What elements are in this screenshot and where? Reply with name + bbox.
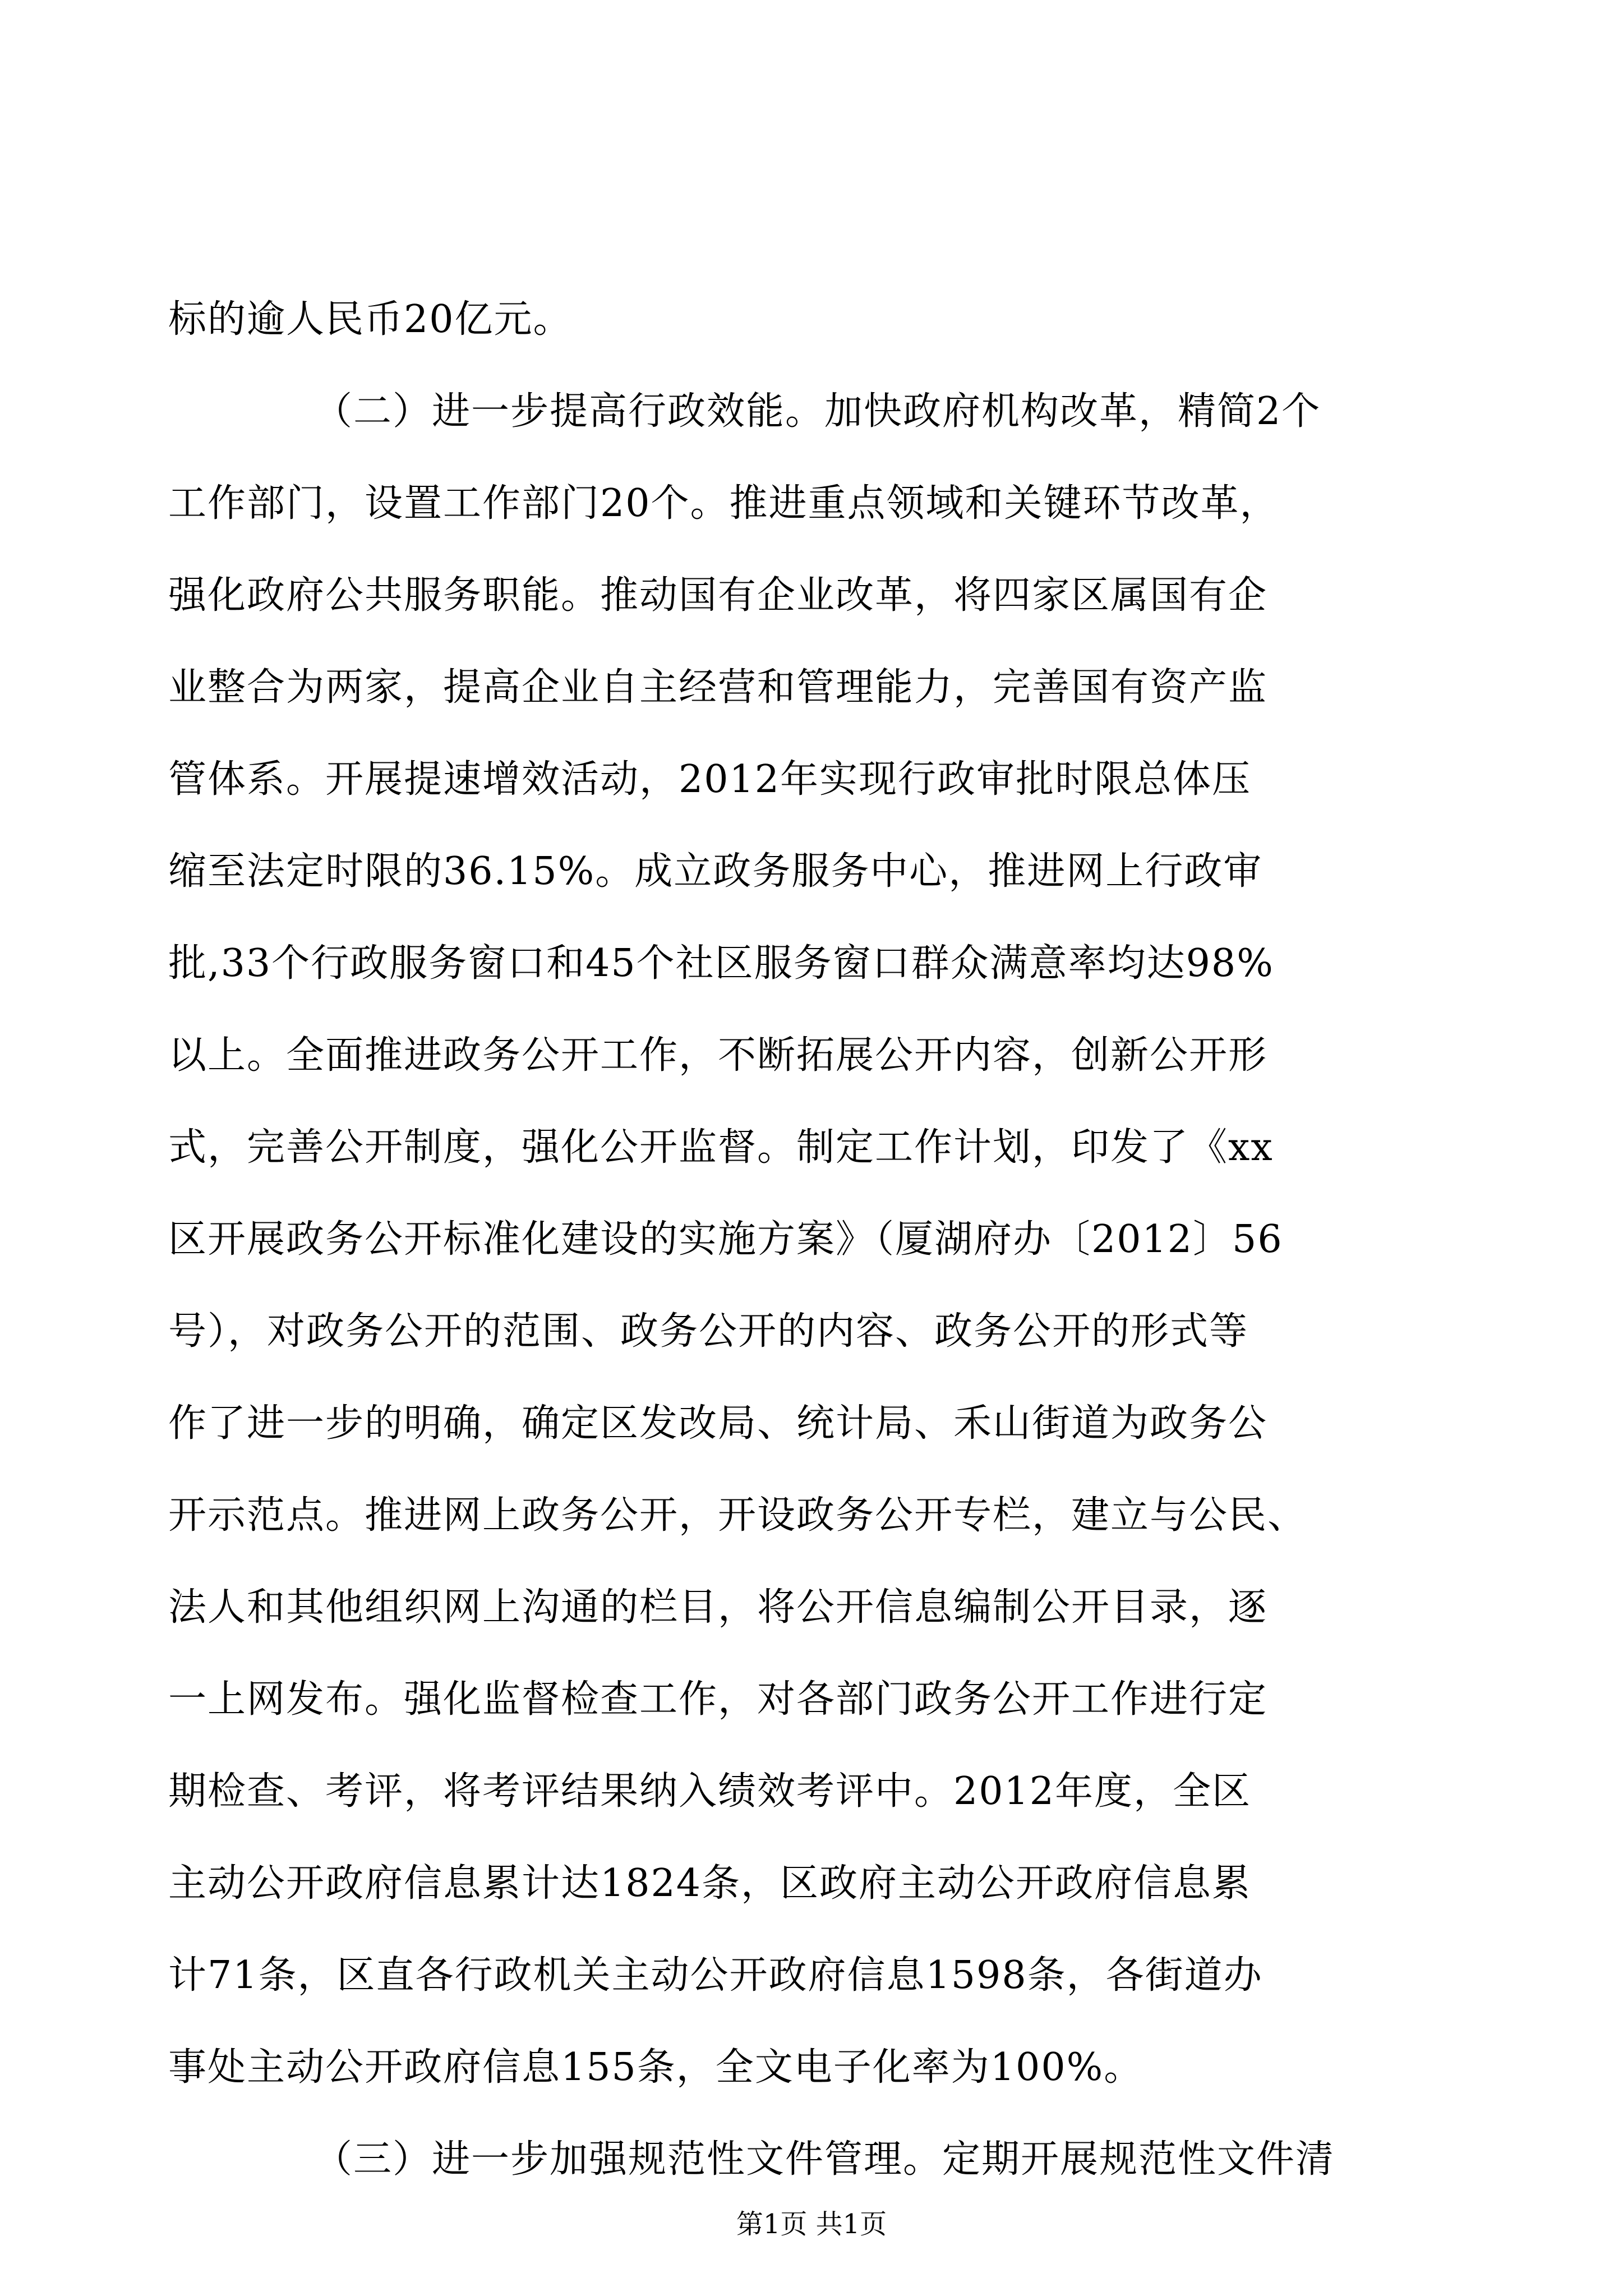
- body-line: 主动公开政府信息累计达1824条，区政府主动公开政府信息累: [168, 1861, 1252, 1906]
- body-line: 式，完善公开制度，强化公开监督。制定工作计划，印发了《xx: [168, 1125, 1274, 1170]
- section-heading-line: （二）进一步提高行政效能。加快政府机构改革，精简2个: [314, 389, 1321, 434]
- body-line: 事处主动公开政府信息155条，全文电子化率为100%。: [168, 2045, 1144, 2090]
- body-line: 作了进一步的明确，确定区发改局、统计局、禾山街道为政务公: [168, 1401, 1268, 1446]
- body-line: 管体系。开展提速增效活动，2012年实现行政审批时限总体压: [168, 757, 1252, 802]
- body-line: 强化政府公共服务职能。推动国有企业改革，将四家区属国有企: [168, 573, 1268, 618]
- page-footer: 第1页 共1页: [736, 2208, 887, 2240]
- body-line: 以上。全面推进政务公开工作，不断拓展公开内容，创新公开形: [168, 1033, 1268, 1078]
- body-line: 工作部门，设置工作部门20个。推进重点领域和关键环节改革，: [168, 481, 1279, 526]
- body-line: 一上网发布。强化监督检查工作，对各部门政务公开工作进行定: [168, 1677, 1268, 1722]
- body-line: 缩至法定时限的36.15%。成立政务服务中心，推进网上行政审: [168, 849, 1263, 894]
- section-heading-line: （三）进一步加强规范性文件管理。定期开展规范性文件清: [314, 2137, 1335, 2182]
- body-line: 号），对政务公开的范围、政务公开的内容、政务公开的形式等: [168, 1309, 1249, 1354]
- body-line: 业整合为两家，提高企业自主经营和管理能力，完善国有资产监: [168, 665, 1268, 710]
- body-line: 计71条，区直各行政机关主动公开政府信息1598条，各街道办: [168, 1953, 1263, 1998]
- body-line: 法人和其他组织网上沟通的栏目，将公开信息编制公开目录，逐: [168, 1585, 1268, 1630]
- body-line: 期检查、考评，将考评结果纳入绩效考评中。2012年度，全区: [168, 1769, 1252, 1814]
- body-line: 标的逾人民币20亿元。: [168, 297, 573, 342]
- body-line: 开示范点。推进网上政务公开，开设政务公开专栏，建立与公民、: [168, 1493, 1307, 1538]
- body-line: 区开展政务公开标准化建设的实施方案》（厦湖府办〔2012〕56: [168, 1217, 1283, 1262]
- body-line: 批,33个行政服务窗口和45个社区服务窗口群众满意率均达98%: [168, 941, 1274, 986]
